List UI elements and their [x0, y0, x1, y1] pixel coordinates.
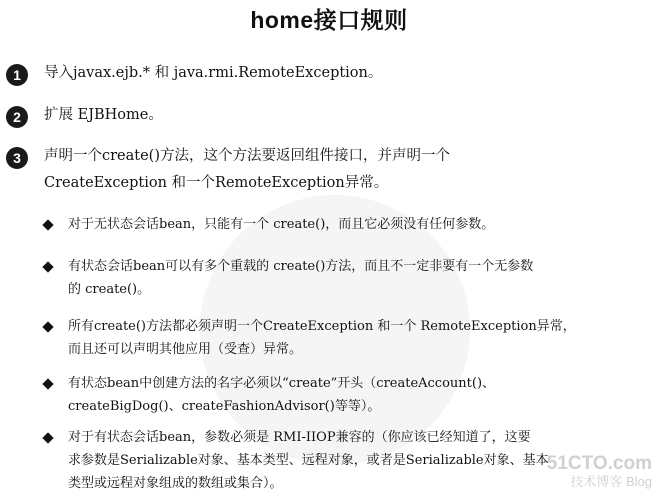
- rule-2-text: [44, 102, 644, 129]
- bullet-4-line-2: createBigDog()、createFashionAdvisor()等等）。: [68, 399, 381, 414]
- bullet-2-line-2: 的 create()。: [68, 282, 151, 297]
- diamond-bullet-icon: [42, 378, 53, 389]
- bullet-3-line-2: 而且还可以声明其他应用（受查）异常。: [68, 342, 303, 357]
- rule-3-line-1: 声明一个create()方法，这个方法要返回组件接口，并声明一个: [44, 148, 450, 164]
- rule-3-text: [44, 143, 644, 197]
- bullet-3-text: [68, 315, 650, 361]
- bullet-2-text: [68, 255, 650, 301]
- rule-1-line-1: 导入javax.ejb.* 和 java.rmi.RemoteException。: [44, 65, 383, 81]
- diamond-bullet-icon: [42, 432, 53, 443]
- watermark-sub: 技术博客 Blog: [570, 474, 652, 489]
- watermark-main: 51CTO.com: [546, 453, 652, 474]
- number-badge-2: 2: [6, 106, 28, 128]
- bullet-2-line-1: 有状态会话bean可以有多个重载的 create()方法，而且不一定非要有一个无参数: [68, 259, 534, 274]
- bullet-5-line-1: 对于有状态会话bean，参数必须是 RMI-IIOP兼容的（你应该已经知道了，这要: [68, 430, 531, 445]
- site-watermark: [547, 454, 652, 490]
- bullet-3-line-1: 所有create()方法都必须声明一个CreateException 和一个 RemoteException异常，: [68, 319, 576, 334]
- diamond-bullet-icon: [42, 321, 53, 332]
- rule-1-text: [44, 60, 644, 87]
- number-badge-3: 3: [6, 147, 28, 169]
- number-badge-1: 1: [6, 64, 28, 86]
- rule-2-line-1: 扩展 EJBHome。: [44, 107, 163, 123]
- bullet-4-line-1: 有状态bean中创建方法的名字必须以“create”开头（createAccount()、: [68, 376, 496, 391]
- diamond-bullet-icon: [42, 261, 53, 272]
- rule-3-line-2: CreateException 和一个RemoteException异常。: [44, 175, 389, 191]
- bullet-1-line-1: 对于无状态会话bean，只能有一个 create()，而且它必须没有任何参数。: [68, 217, 495, 232]
- bullet-1-text: [68, 213, 650, 236]
- page-title: home接口规则: [250, 7, 408, 33]
- bullet-5-line-3: 类型或远程对象组成的数组或集合）。: [68, 476, 283, 491]
- bullet-4-text: [68, 372, 650, 418]
- bullet-5-line-2: 求参数是Serializable对象、基本类型、远程对象，或者是Serializable对象、基本: [68, 453, 549, 468]
- diamond-bullet-icon: [42, 219, 53, 230]
